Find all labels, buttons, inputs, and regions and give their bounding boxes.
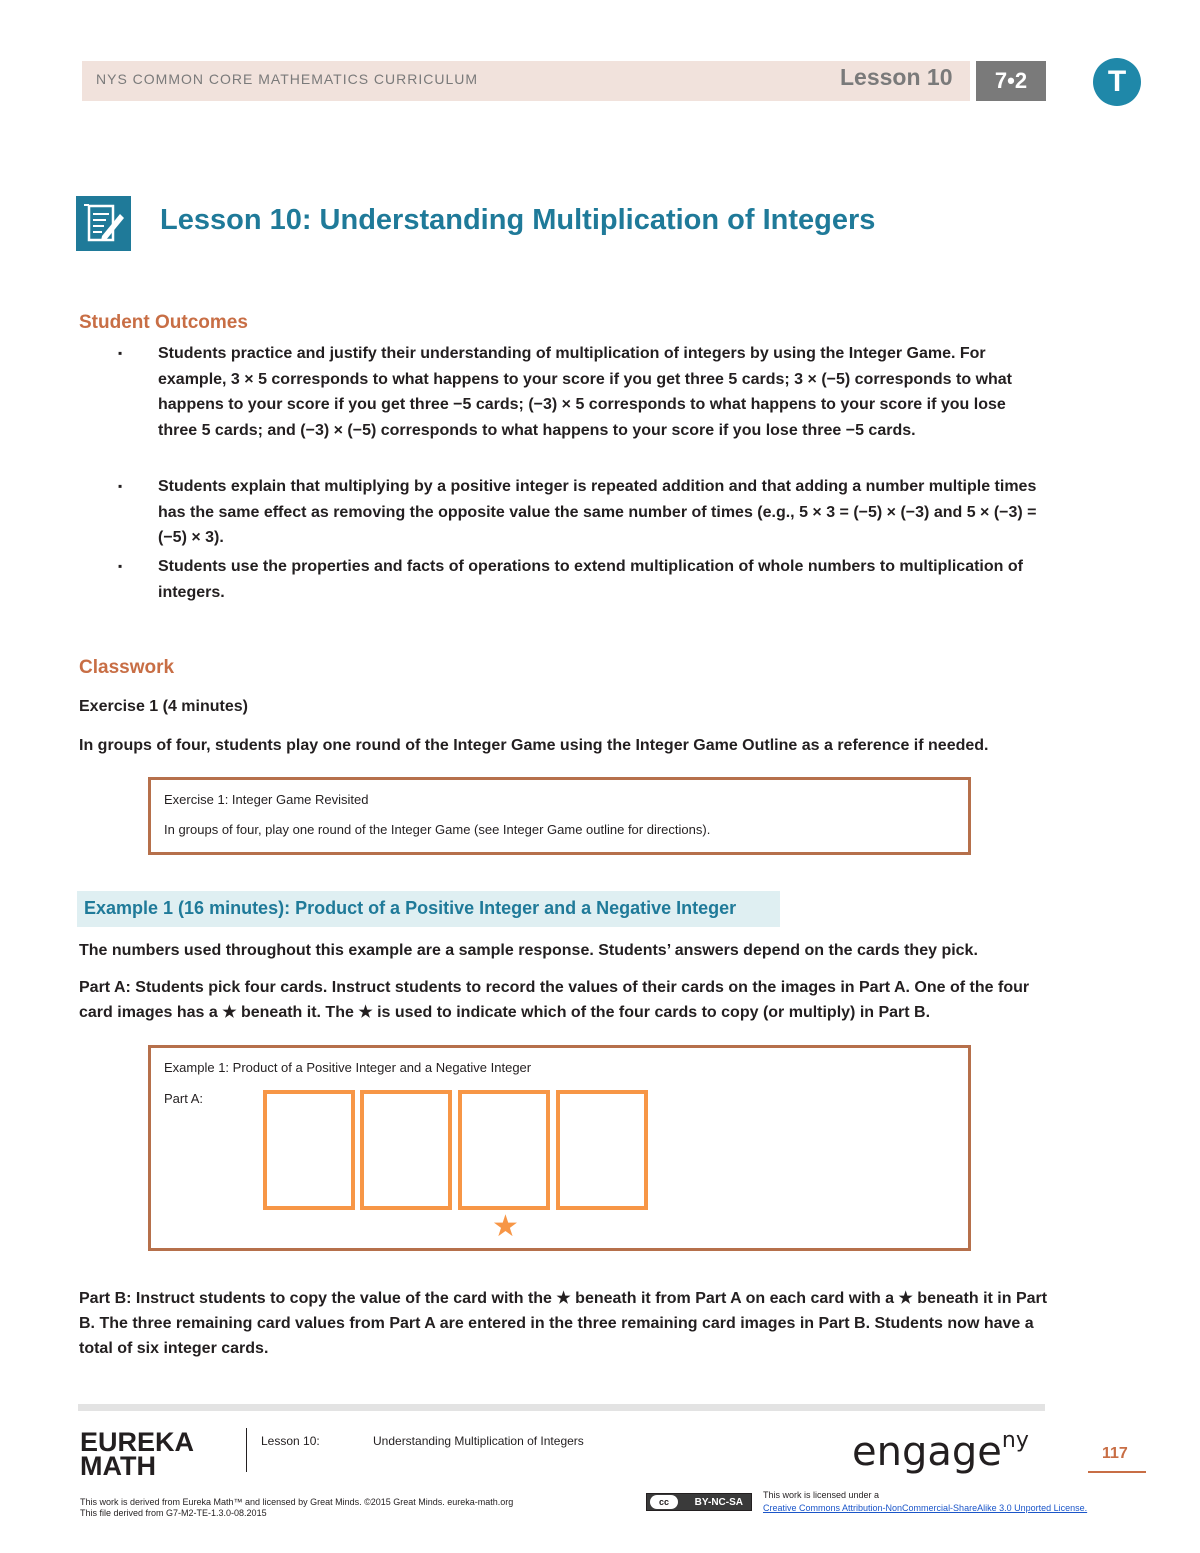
example1-intro: The numbers used throughout this example are a sample response. Students’ answers depend on the cards they pick. xyxy=(79,942,978,959)
page-number: 117 xyxy=(1102,1445,1128,1462)
card-slot[interactable] xyxy=(360,1090,452,1210)
card-slot[interactable] xyxy=(263,1090,355,1210)
exercise1-heading: Exercise 1 (4 minutes) xyxy=(79,698,248,715)
engage-ny-sup: ny xyxy=(1001,1428,1029,1453)
lesson-title: Lesson 10: Understanding Multiplication of Integers xyxy=(160,204,876,236)
derived-line-2: This file derived from G7-M2-TE-1.3.0-08.2015 xyxy=(80,1508,267,1518)
exercise1-box xyxy=(148,777,971,855)
curriculum-label: NYS COMMON CORE MATHEMATICS CURRICULUM xyxy=(96,71,479,87)
logo-line-2: MATH xyxy=(80,1451,156,1481)
star-icon: ★ xyxy=(492,1210,519,1243)
bullet-marker: ▪ xyxy=(118,559,123,573)
eureka-math-logo xyxy=(80,1427,195,1481)
outcome-item: Students use the properties and facts of operations to extend multiplication of whole numbers to multiplication of integers. xyxy=(158,558,1023,601)
part-a-instructions: Part A: Students pick four cards. Instruct students to record the values of their cards on the images in Part A. One of the four card images has a ★ beneath it. The ★ is used to indicate which of the four cards to copy (or multiply) in Part B. xyxy=(79,979,1030,1021)
card-slot[interactable] xyxy=(556,1090,648,1210)
bullet-marker: ▪ xyxy=(118,346,123,360)
engageny-logo xyxy=(852,1428,1029,1475)
exercise1-box-title: Exercise 1: Integer Game Revisited xyxy=(164,792,369,807)
lesson-notepad-icon xyxy=(76,196,131,251)
footer-lesson-title: Understanding Multiplication of Integers xyxy=(373,1434,584,1448)
footer-lesson-label: Lesson 10: xyxy=(261,1434,320,1448)
footer-divider xyxy=(78,1404,1045,1411)
example1-box-title: Example 1: Product of a Positive Integer and a Negative Integer xyxy=(164,1060,532,1075)
engage-text: engage xyxy=(852,1429,1002,1475)
exercise1-instructions: In groups of four, students play one round of the Integer Game using the Integer Game Outline as a reference if needed. xyxy=(79,737,989,754)
license-line-1: This work is licensed under a xyxy=(763,1490,880,1500)
exercise1-box-text: In groups of four, play one round of the Integer Game (see Integer Game outline for directions). xyxy=(164,822,711,837)
classwork-heading: Classwork xyxy=(79,657,175,678)
outcome-item: Students practice and justify their understanding of multiplication of integers by using the Integer Game. For example, 3 × 5 corresponds to what happens to your score if you get three 5 cards; 3 × (−5) corresponds to what happens to your score if you get three −5 cards; (−3) × 5 corresponds to what happens to your score if you lose three 5 cards; and (−3) × (−5) corresponds to what happens to your score if you lose three −5 cards. xyxy=(158,345,1013,439)
outcome-item: Students explain that multiplying by a positive integer is repeated addition and that adding a number multiple times has the same effect as removing the opposite value the same number of times (e.g., 5 × 3 = (−5) × (−3) and 5 × (−3) = (−5) × 3). xyxy=(158,478,1037,546)
license-link[interactable]: Creative Commons Attribution-NonCommercial-ShareAlike 3.0 Unported License. xyxy=(763,1503,1088,1513)
student-outcomes-heading: Student Outcomes xyxy=(79,312,248,333)
grade-module-badge: 7•2 xyxy=(976,61,1046,101)
logo-line-1: EUREKA xyxy=(80,1427,195,1457)
example1-heading: Example 1 (16 minutes): Product of a Positive Integer and a Negative Integer xyxy=(84,898,737,918)
footer-vertical-rule xyxy=(246,1428,247,1472)
part-b-instructions: Part B: Instruct students to copy the value of the card with the ★ beneath it from Part A on each card with a ★ beneath it in Part B. The three remaining card values from Part A are entered in the three remaining card images in Part B. Students now have a total of six integer cards. xyxy=(79,1290,1048,1357)
card-slot[interactable] xyxy=(458,1090,550,1210)
part-a-label: Part A: xyxy=(164,1091,204,1106)
bullet-marker: ▪ xyxy=(118,479,123,493)
header-lesson: Lesson 10 xyxy=(840,64,953,90)
derived-line-1: This work is derived from Eureka Math™ and licensed by Great Minds. ©2015 Great Minds. eureka-math.org xyxy=(80,1497,514,1507)
teacher-badge: T xyxy=(1093,58,1141,106)
page-number-rule xyxy=(1088,1471,1146,1473)
cc-icon: cc xyxy=(650,1495,678,1509)
cc-label: BY-NC-SA xyxy=(694,1497,743,1508)
